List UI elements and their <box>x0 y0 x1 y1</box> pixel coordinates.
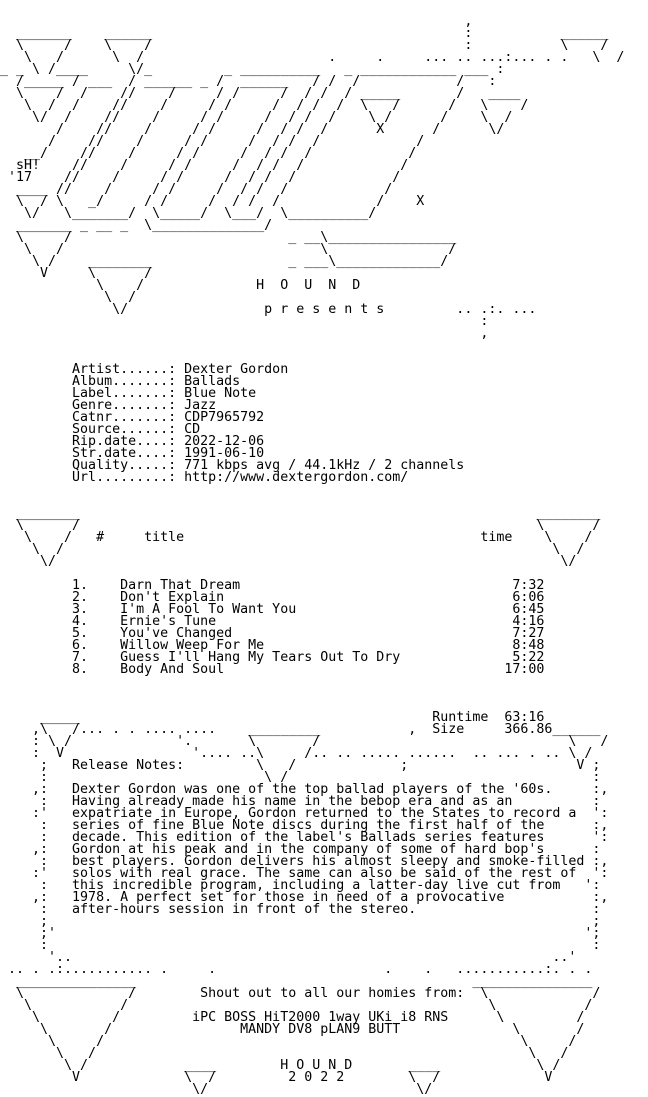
nfo-line: : \ / '. \ / \ / <box>0 734 609 749</box>
nfo-line: Url.........: http://www.dextergordon.com/ <box>0 470 409 485</box>
nfo-line: :' expatriate in Europe, Gordon returned to the States to record a ': <box>0 806 609 821</box>
nfo-line: Quality.....: 771 kbps avg / 44.1kHz / 2 channels <box>0 458 465 473</box>
nfo-line: \ / _ __\________________ <box>0 230 457 245</box>
nfo-line: / // / / / / / / / / <box>0 134 425 149</box>
nfo-line: ,\ /... . . .... .... _________ , Size 366.86______ <box>0 722 601 737</box>
nfo-line: \ / MANDY DV8 pLAN9 BUTT \ / <box>0 1022 585 1037</box>
nfo-line: Label.......: Blue Note <box>0 386 257 401</box>
nfo-line: _______ _ __ _ \______________/ <box>0 218 273 233</box>
nfo-line: : series of fine Blue Note discs during the first half of the :, <box>0 818 609 833</box>
nfo-line: 7. Guess I'll Hang My Tears Out To Dry 5:22 <box>0 650 545 665</box>
nfo-line: \ / ____ H O U N D ____ \ / <box>0 1058 561 1073</box>
nfo-line: ;' '; <box>0 926 601 941</box>
nfo-line: \ / \ / : \ / <box>0 38 609 53</box>
nfo-line: 1. Darn That Dream 7:32 <box>0 578 545 593</box>
nfo-line: : : <box>0 938 601 953</box>
nfo-line: Album.......: Ballads <box>0 374 241 389</box>
nfo-line: ________ ________ <box>0 506 601 521</box>
nfo-line: 4. Ernie's Tune 4:16 <box>0 614 545 629</box>
nfo-line: \/ \/ <box>0 554 577 569</box>
nfo-ascii-art <box>0 16 624 1096</box>
nfo-line: '17 // / / / / / / / / <box>0 170 401 185</box>
nfo-line: :' solos with real grace. The same can also be said of the rest of ': <box>0 866 609 881</box>
nfo-line: \/ \_______/ \_____/ \___/ \__________/ <box>0 206 377 221</box>
nfo-line: \ / / // / / / / / / / \ / / \ / <box>0 98 529 113</box>
nfo-line: \ / \ / <box>0 998 593 1013</box>
nfo-line: : this incredible program, including a latter-day live cut from ': <box>0 878 601 893</box>
nfo-line: \/ p r e s e n t s .. .:. ... <box>0 302 537 317</box>
nfo-line: : best players. Gordon delivers his almost sleepy and smoke-filled :, <box>0 854 609 869</box>
nfo-line: ,: Gordon at his peak and in the company of some of hard bop's : <box>0 842 601 857</box>
nfo-line: 2. Don't Explain 6:06 <box>0 590 545 605</box>
nfo-line: Catnr.......: CDP7965792 <box>0 410 265 425</box>
nfo-line: sH! // / / / / / / / / <box>0 158 409 173</box>
nfo-line: /_____ / ___ / ______ _ / ______ / / / / : <box>0 74 497 89</box>
nfo-line: V \ / 2 0 2 2 \ / V <box>0 1070 553 1085</box>
nfo-line: : Having already made his name in the bebop era and as an : <box>0 794 601 809</box>
nfo-line: 3. I'm A Fool To Want You 6:45 <box>0 602 545 617</box>
nfo-line: \ / \ / <box>0 1046 569 1061</box>
nfo-line: \ / \ / <box>0 242 457 257</box>
nfo-line: _____ Runtime 63:16 <box>0 710 545 725</box>
nfo-line: ; ; <box>0 914 601 929</box>
nfo-line: , <box>0 326 489 341</box>
nfo-line: ____ // / / / / / / / / <box>0 182 393 197</box>
nfo-line: 6. Willow Weep For Me 8:48 <box>0 638 545 653</box>
nfo-line: : <box>0 314 489 329</box>
nfo-line: : decade. This edition of the label's Ballads series features ': <box>0 830 609 845</box>
nfo-line: \/ / // / / / / / / / \ / / \ / <box>0 110 513 125</box>
nfo-line: '.. ..' <box>0 950 577 965</box>
nfo-line: V \ / <box>0 266 153 281</box>
nfo-line: \ / \ / <box>0 1034 577 1049</box>
nfo-line: \ / <box>0 290 137 305</box>
nfo-line: _______ ______ : ______ <box>0 26 609 41</box>
nfo-line: \ / \ / <box>0 542 585 557</box>
nfo-line: : \ / : <box>0 770 601 785</box>
nfo-line: Source......: CD <box>0 422 201 437</box>
nfo-line: _ _ \ /____ \/_ _ __________ _ ____________ ___ : <box>0 62 505 77</box>
nfo-line: __/ // / / / / / / / / <box>0 146 417 161</box>
nfo-line: Artist......: Dexter Gordon <box>0 362 289 377</box>
nfo-line: \ / # title time \ / <box>0 530 593 545</box>
nfo-line: \ / Shout out to all our homies from: \ / <box>0 986 601 1001</box>
nfo-line: \ / \ / <box>0 518 601 533</box>
nfo-line: 5. You've Changed 7:27 <box>0 626 545 641</box>
nfo-line: \ / H O U N D <box>0 278 361 293</box>
nfo-line: ; Release Notes: \ / ; V ; <box>0 758 601 773</box>
nfo-line: Genre.......: Jazz <box>0 398 217 413</box>
nfo-line: ,: 1978. A perfect set for those in need of a provocative :, <box>0 890 609 905</box>
nfo-line: 8. Body And Soul 17:00 <box>0 662 545 677</box>
nfo-line: \ / iPC BOSS HiT2000 1way UKi i8 RNS \ / <box>0 1010 585 1025</box>
nfo-line: .. . .:........... . . . . ...........:. . . <box>0 962 593 977</box>
nfo-line: , <box>0 14 473 29</box>
nfo-line: \ / ________ _ ___\_____________/ <box>0 254 449 269</box>
nfo-line: : V '.... ..\ /.. .. ..... ...... .. ... . .. \ / <box>0 746 593 761</box>
nfo-line: \/ \/ <box>0 1082 433 1097</box>
nfo-line: Rip.date....: 2022-12-06 <box>0 434 265 449</box>
nfo-line: _______________ _______________ <box>0 974 593 989</box>
nfo-line: Str.date....: 1991-06-10 <box>0 446 265 461</box>
nfo-line: : after-hours session in front of the stereo. : <box>0 902 601 917</box>
nfo-line: / // / / / / / / / X / \/ <box>0 122 505 137</box>
nfo-line: ,: Dexter Gordon was one of the top ballad players of the '60s. :, <box>0 782 609 797</box>
nfo-line: \ / \ / . . ... .. ...:... . . \ / <box>0 50 625 65</box>
nfo-line: \ / / // / / / / / / / _____ / ____ <box>0 86 521 101</box>
nfo-line: \ / \ _/ / / / / / / / X <box>0 194 425 209</box>
